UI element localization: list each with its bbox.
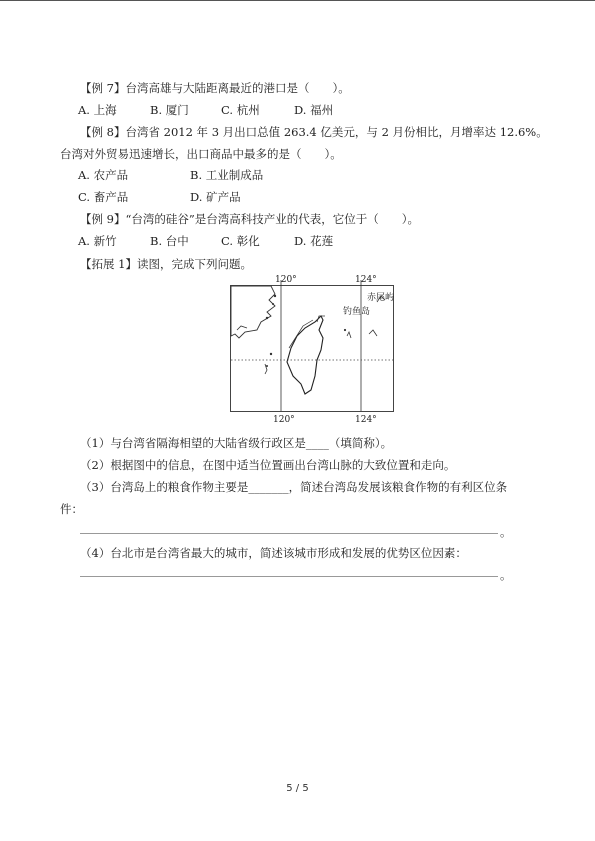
ex8-option-d: D. 矿产品 <box>190 190 241 204</box>
ex9-option-a: A. 新竹 <box>78 234 117 248</box>
ex8-stem-line1: 【例 8】台湾省 2012 年 3 月出口总值 263.4 亿美元，与 2 月份相比，月增率达 12.6%。 <box>80 125 548 139</box>
ex7-option-d: D. 福州 <box>294 103 334 117</box>
q3-end-mark: 。 <box>500 525 512 539</box>
ex8-option-a: A. 农产品 <box>78 168 129 182</box>
ex7-option-c: C. 杭州 <box>221 103 260 117</box>
header-rule <box>0 0 595 1</box>
q4-answer-line <box>80 576 498 577</box>
q3-answer-line <box>80 533 498 534</box>
mainland-coast <box>231 286 275 338</box>
chiwei-label: 赤尾屿 <box>367 293 395 303</box>
taiwan-map <box>230 275 395 425</box>
ext1-q3-line1: （3）台湾岛上的粮食作物主要是_______，简述台湾岛发展该粮食作物的有利区位条 <box>80 480 508 494</box>
bottom-right-lon: 124° <box>355 415 377 425</box>
ex9-option-d: D. 花莲 <box>294 234 334 248</box>
ex7-stem: 【例 7】台湾高雄与大陆距离最近的港口是（ ）。 <box>80 81 350 95</box>
ex9-option-b: B. 台中 <box>150 234 189 248</box>
page-number: 5 / 5 <box>286 783 309 794</box>
ex9-option-c: C. 彰化 <box>221 234 260 248</box>
bottom-left-lon: 120° <box>273 415 295 425</box>
taiwan-island <box>287 316 323 394</box>
ext1-q2: （2）根据图中的信息，在图中适当位置画出台湾山脉的大致位置和走向。 <box>80 458 456 472</box>
top-right-lon: 124° <box>355 275 377 285</box>
ext1-q4: （4）台北市是台湾省最大的城市，简述该城市形成和发展的优势区位因素： <box>80 546 467 560</box>
top-left-lon: 120° <box>275 275 297 285</box>
ex7-option-b: B. 厦门 <box>150 103 189 117</box>
q4-end-mark: 。 <box>500 568 512 582</box>
ext1-q3-line2: 件： <box>60 502 83 516</box>
ex8-stem-line2: 台湾对外贸易迅速增长，出口商品中最多的是（ ）。 <box>60 147 342 161</box>
ext1-q1: （1）与台湾省隔海相望的大陆省级行政区是____（填简称）。 <box>80 436 393 450</box>
diaoyu-label: 钓鱼岛 <box>343 307 371 317</box>
ex9-stem: 【例 9】“台湾的硅谷”是台湾高科技产业的代表，它位于（ ）。 <box>80 212 419 226</box>
ex7-option-a: A. 上海 <box>78 103 117 117</box>
ex8-option-c: C. 畜产品 <box>78 190 129 204</box>
ext1-stem: 【拓展 1】读图，完成下列问题。 <box>80 257 252 271</box>
ex8-option-b: B. 工业制成品 <box>190 168 264 182</box>
